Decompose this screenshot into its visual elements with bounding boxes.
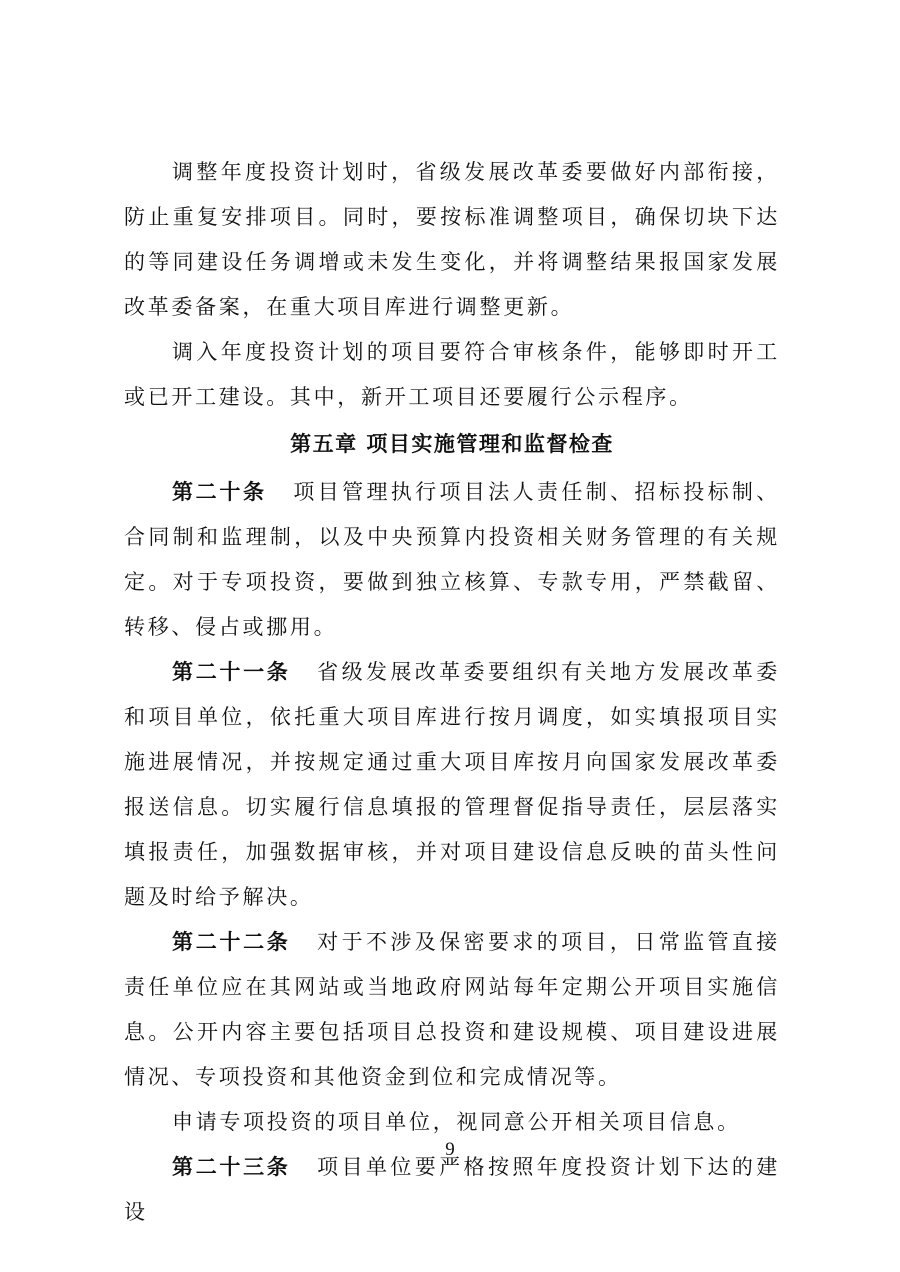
page-number: 9 xyxy=(445,1139,455,1160)
paragraph-disclosure-consent: 申请专项投资的项目单位，视同意公开相关项目信息。 xyxy=(172,1110,741,1134)
document-body xyxy=(124,150,780,1235)
article-number: 第二十三条 xyxy=(172,1155,291,1179)
chapter-heading: 第五章 项目实施管理和监督检查 xyxy=(290,432,614,456)
article-21 xyxy=(124,650,780,920)
article-20 xyxy=(124,470,780,650)
article-number: 第二十二条 xyxy=(172,930,291,954)
article-number: 第二十一条 xyxy=(172,660,291,684)
article-text: 对于不涉及保密要求的项目，日常监管直接责任单位应在其网站或当地政府网站每年定期公开项目实施信息。公开内容主要包括项目总投资和建设规模、项目建设进展情况、专项投资和其他资金到位和完成情况等。 xyxy=(124,930,780,1089)
paragraph-transfer-plan: 调入年度投资计划的项目要符合审核条件，能够即时开工或已开工建设。其中，新开工项目还要履行公示程序。 xyxy=(124,340,780,409)
article-22 xyxy=(124,920,780,1100)
article-text: 省级发展改革委要组织有关地方发展改革委和项目单位，依托重大项目库进行按月调度，如实填报项目实施进展情况，并按规定通过重大项目库按月向国家发展改革委报送信息。切实履行信息填报的管理督促指导责任，层层落实填报责任，加强数据审核，并对项目建设信息反映的苗头性问题及时给予解决。 xyxy=(124,660,780,909)
paragraph-adjust-plan: 调整年度投资计划时，省级发展改革委要做好内部衔接，防止重复安排项目。同时，要按标准调整项目，确保切块下达的等同建设任务调增或未发生变化，并将调整结果报国家发展改革委备案，在重大项目库进行调整更新。 xyxy=(124,160,780,319)
article-text: 项目单位要严格按照年度投资计划下达的建设 xyxy=(124,1155,780,1224)
article-text: 项目管理执行项目法人责任制、招标投标制、合同制和监理制，以及中央预算内投资相关财务管理的有关规定。对于专项投资，要做到独立核算、专款专用，严禁截留、转移、侵占或挪用。 xyxy=(124,480,781,639)
article-number: 第二十条 xyxy=(172,480,267,504)
